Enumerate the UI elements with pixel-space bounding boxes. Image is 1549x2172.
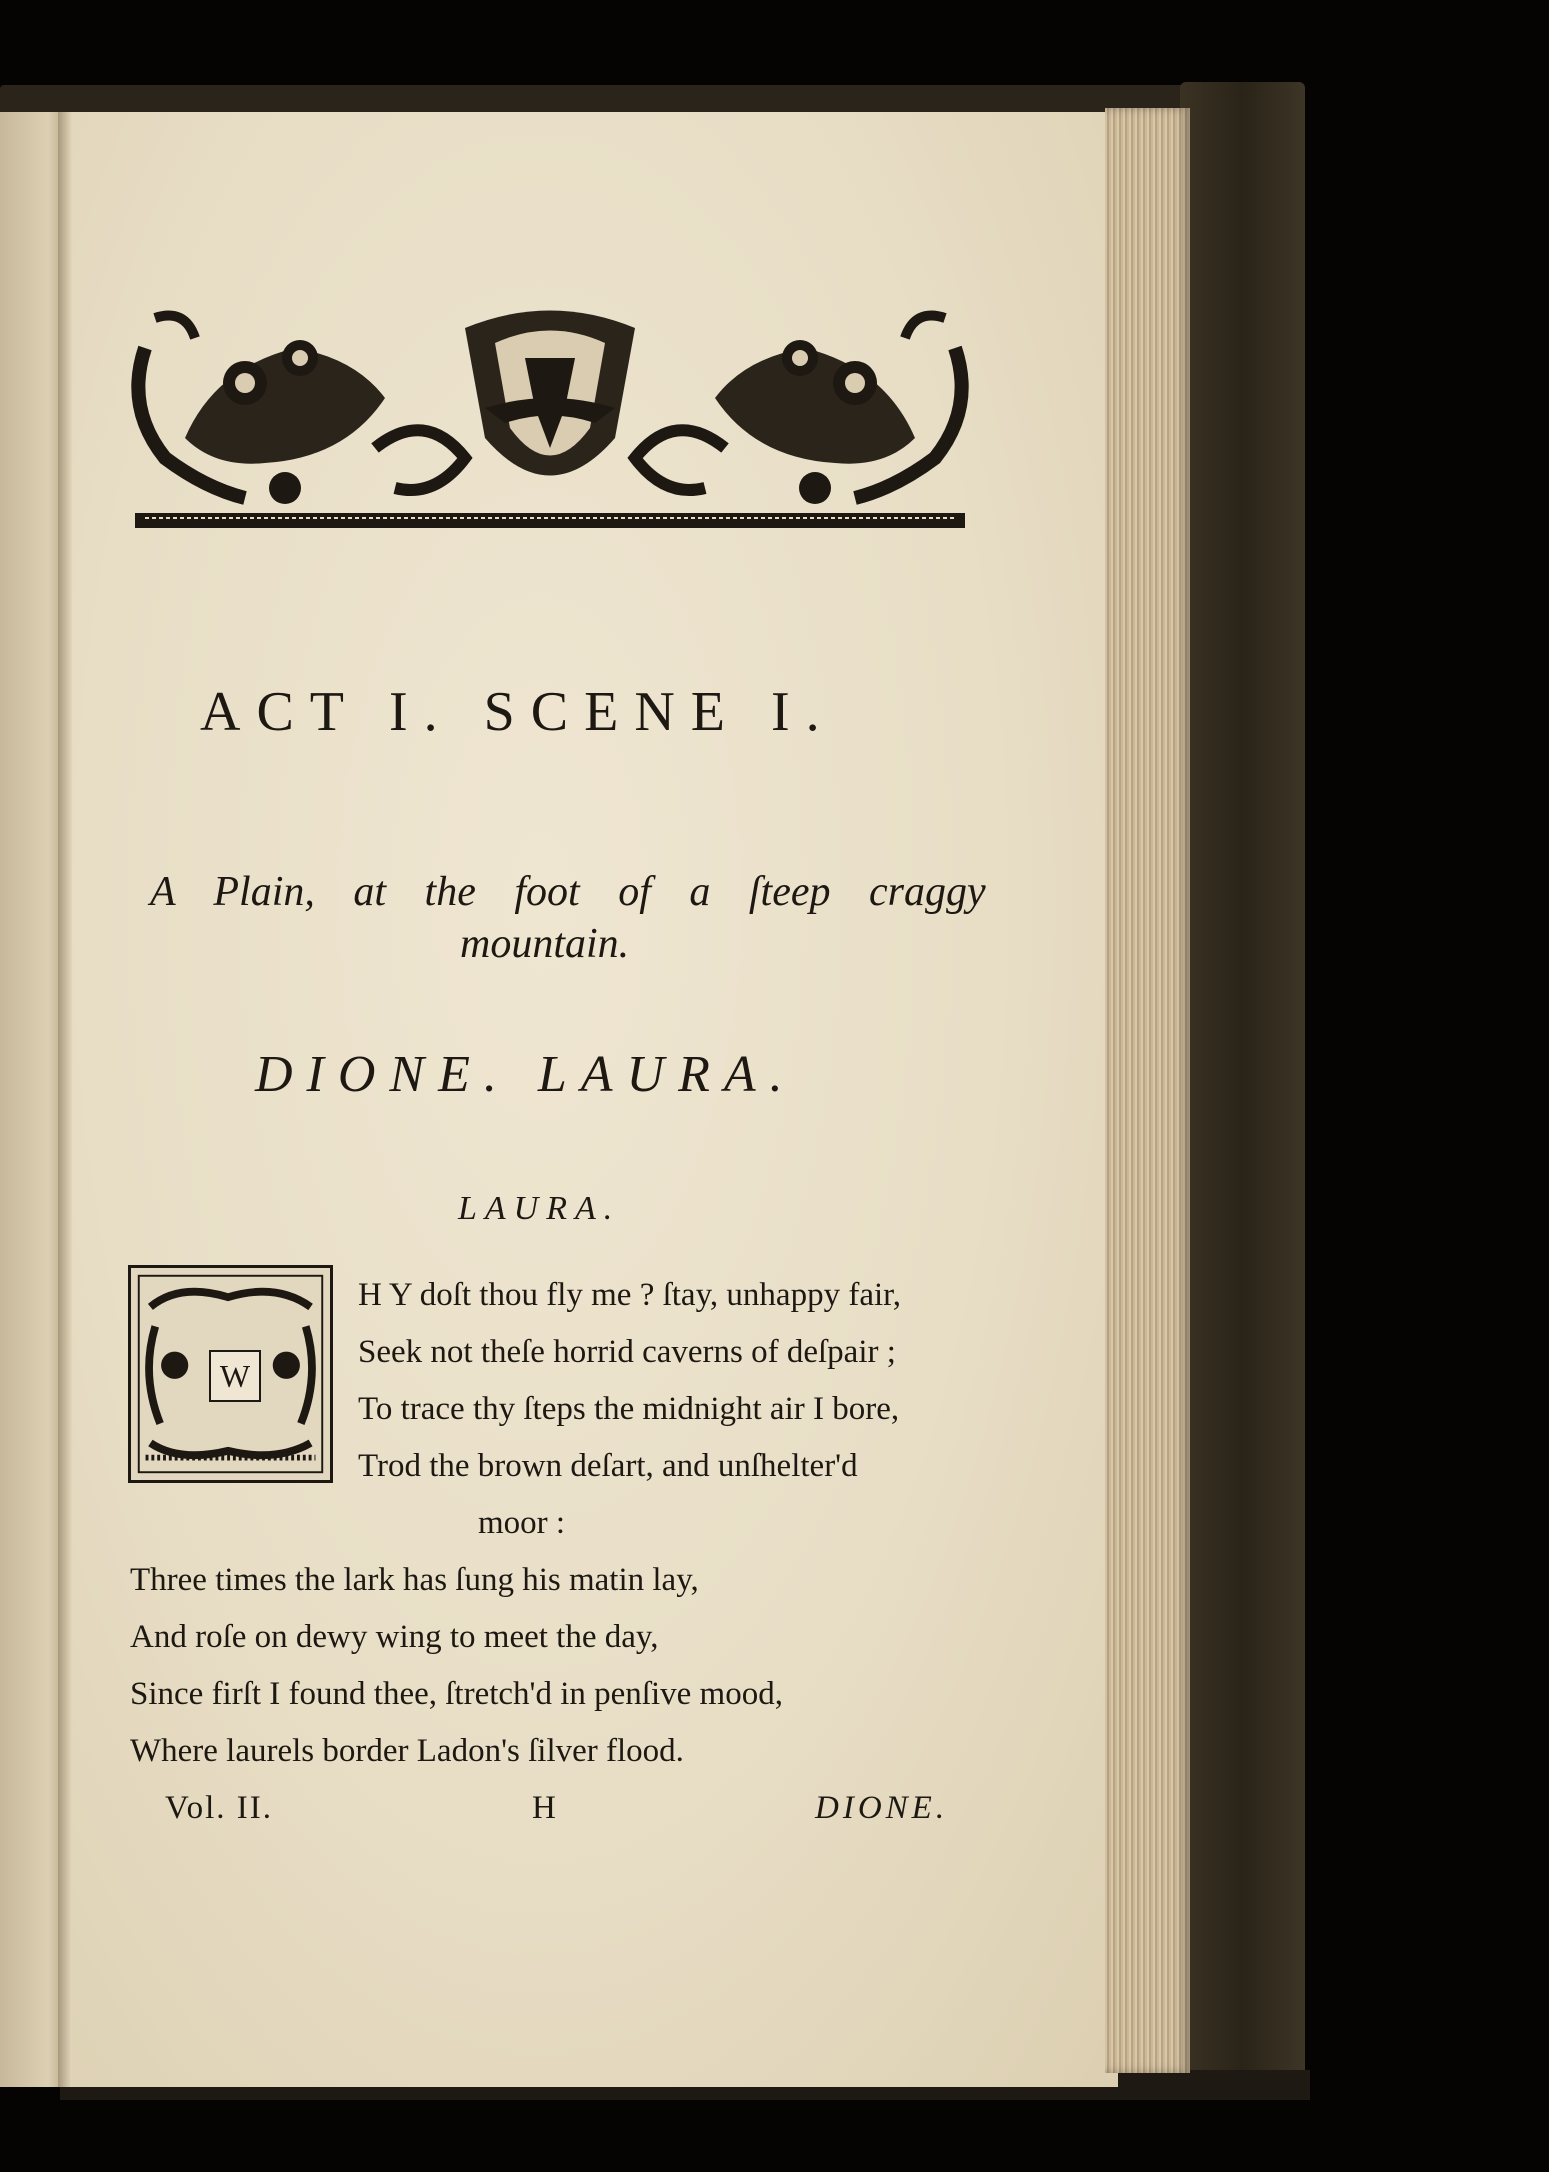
verse-line: Where laurels border Ladon's ſilver flood. (130, 1733, 684, 1769)
verse-line: H Y doſt thou fly me ? ſtay, unhappy fair, (358, 1277, 902, 1313)
verse-line: To trace thy ſteps the midnight air I bore, (358, 1391, 900, 1427)
speaker-name: LAURA. (458, 1190, 621, 1227)
volume-number: Vol. II. (165, 1790, 273, 1826)
verse-line: Since firſt I found thee, ſtretch'd in penſive mood, (130, 1676, 783, 1712)
decorated-initial (128, 1265, 333, 1483)
dramatis-personae: DIONE. LAURA. (255, 1046, 797, 1103)
verse-line: Trod the brown deſart, and unſhelter'd (358, 1448, 858, 1484)
setting-line-1: A Plain, at the foot of a ſteep craggy (150, 869, 986, 915)
verse-line: Seek not theſe horrid caverns of deſpair ; (358, 1334, 896, 1370)
verse-line: Three times the lark has ſung his matin lay, (130, 1562, 699, 1598)
catchword: DIONE. (815, 1790, 949, 1826)
initial-letter: W (209, 1350, 261, 1402)
act-scene-heading: ACT I. SCENE I. (200, 681, 836, 743)
gutter (58, 112, 72, 2087)
ornamental-headpiece (125, 288, 975, 538)
signature-mark: H (532, 1790, 556, 1826)
verse-line: And roſe on dewy wing to meet the day, (130, 1619, 659, 1655)
setting-line-2: mountain. (460, 921, 630, 967)
page-edges (1105, 108, 1190, 2073)
verse-line: moor : (478, 1505, 566, 1541)
book-cover-right (1180, 82, 1305, 2092)
